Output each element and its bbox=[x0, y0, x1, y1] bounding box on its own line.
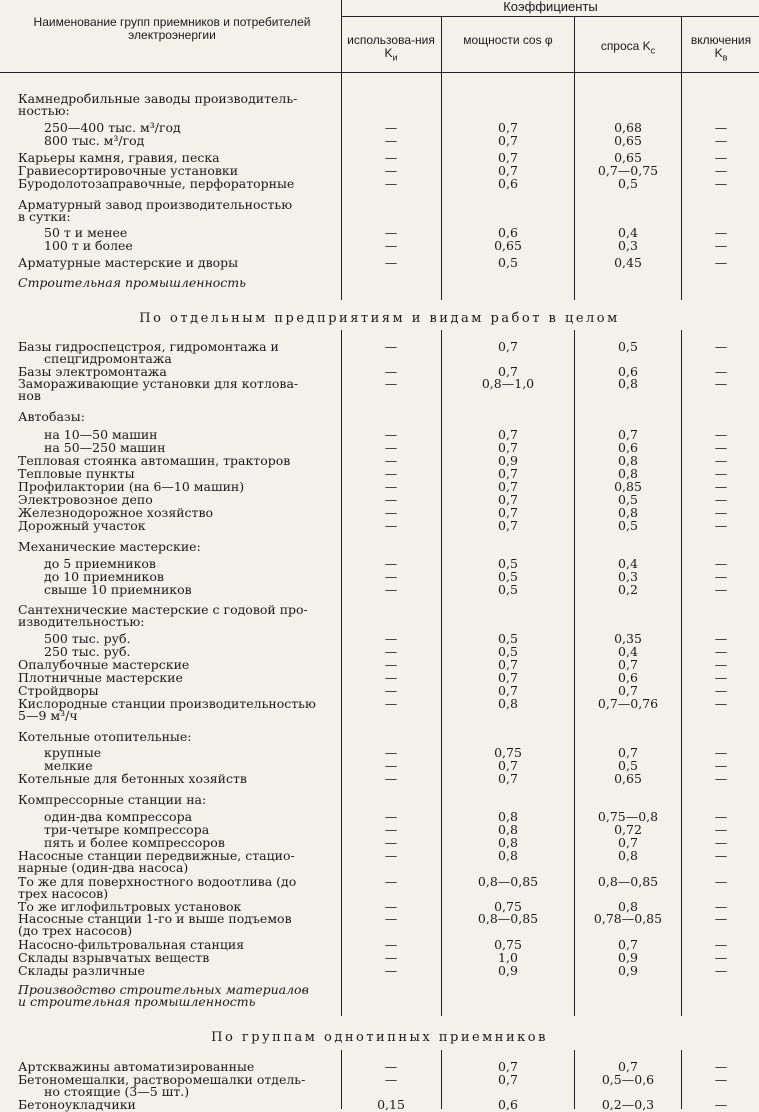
row-value-c3: 0,4 bbox=[618, 225, 638, 240]
row-value-c1: — bbox=[384, 518, 398, 533]
row-value-c4: — bbox=[714, 758, 728, 773]
table-row bbox=[0, 210, 759, 223]
row-value-c3: 0,65 bbox=[614, 150, 642, 165]
row-value-c3: 0,7 bbox=[618, 1059, 638, 1074]
row-value-c4: — bbox=[714, 556, 728, 571]
row-name: до 10 приемников bbox=[44, 569, 164, 584]
row-value-c1: — bbox=[384, 120, 398, 135]
header-col-usage bbox=[342, 34, 440, 64]
row-name: Механические мастерские: bbox=[18, 539, 201, 554]
row-value-c1: — bbox=[384, 505, 398, 520]
row-value-c3: 0,4 bbox=[618, 556, 638, 571]
row-value-c4: — bbox=[714, 696, 728, 711]
row-value-c2: 0,7 bbox=[498, 427, 518, 442]
row-name: пять и более компрессоров bbox=[44, 835, 225, 850]
row-value-c2: 0,7 bbox=[498, 479, 518, 494]
row-name: до 5 приемников bbox=[44, 556, 156, 571]
row-name: но стоящие (3—5 шт.) bbox=[44, 1084, 190, 1099]
row-value-c3: 0,78—0,85 bbox=[593, 911, 663, 926]
row-value-c1: — bbox=[384, 466, 398, 481]
row-value-c2: 0,8—0,85 bbox=[477, 874, 539, 889]
row-value-c2: 0,9 bbox=[498, 963, 518, 978]
table-row bbox=[0, 540, 759, 553]
row-value-c3: 0,9 bbox=[618, 950, 638, 965]
row-name: 250 тыс. руб. bbox=[44, 644, 131, 659]
row-name: изводительностью: bbox=[18, 614, 145, 629]
row-value-c1: — bbox=[384, 937, 398, 952]
row-name: 800 тыс. м³/год bbox=[44, 133, 145, 148]
row-value-c3: 0,72 bbox=[614, 822, 642, 837]
row-name: Базы электромонтажа bbox=[18, 364, 167, 379]
row-value-c2: 0,7 bbox=[498, 120, 518, 135]
row-value-c4: — bbox=[714, 518, 728, 533]
row-value-c2: 0,7 bbox=[498, 670, 518, 685]
row-value-c2: 0,8 bbox=[498, 822, 518, 837]
row-name: Карьеры камня, гравия, песка bbox=[18, 150, 220, 165]
row-value-c2: 0,7 bbox=[498, 758, 518, 773]
row-value-c1: — bbox=[384, 822, 398, 837]
row-value-c4: — bbox=[714, 492, 728, 507]
row-value-c2: 0,8—1,0 bbox=[481, 376, 535, 391]
row-name: Сантехнические мастерские с годовой про- bbox=[18, 602, 308, 617]
row-value-c2: 0,65 bbox=[494, 238, 522, 253]
table-row bbox=[0, 964, 759, 977]
row-value-c3: 0,8—0,85 bbox=[597, 874, 659, 889]
row-name: Арматурные мастерские и дворы bbox=[18, 255, 239, 270]
section-title-groups: По группам однотипных приемников bbox=[211, 1030, 548, 1045]
row-value-c2: 0,7 bbox=[498, 364, 518, 379]
row-value-c4: — bbox=[714, 440, 728, 455]
row-value-c4: — bbox=[714, 163, 728, 178]
row-value-c3: 0,5 bbox=[618, 758, 638, 773]
row-value-c1: — bbox=[384, 569, 398, 584]
row-value-c2: 0,5 bbox=[498, 255, 518, 270]
row-value-c3: 0,5 bbox=[618, 176, 638, 191]
row-value-c2: 0,5 bbox=[498, 631, 518, 646]
row-name: То же иглофильтровых установок bbox=[18, 899, 242, 914]
row-name: Бетономешалки, растворомешалки отдель- bbox=[18, 1072, 306, 1087]
row-name: Котельные для бетонных хозяйств bbox=[18, 771, 247, 786]
row-value-c3: 0,5—0,6 bbox=[601, 1072, 655, 1087]
row-value-c2: 0,6 bbox=[498, 225, 518, 240]
row-value-c1: — bbox=[384, 255, 398, 270]
row-value-c1: — bbox=[384, 339, 398, 354]
row-value-c3: 0,8 bbox=[618, 466, 638, 481]
row-name: 5—9 м³/ч bbox=[18, 708, 78, 723]
row-value-c1: — bbox=[384, 696, 398, 711]
row-value-c4: — bbox=[714, 822, 728, 837]
row-value-c2: 0,8 bbox=[498, 809, 518, 824]
row-name: нов bbox=[18, 388, 41, 403]
row-value-c4: — bbox=[714, 364, 728, 379]
row-value-c3: 0,2—0,3 bbox=[601, 1097, 655, 1112]
row-name: крупные bbox=[44, 745, 102, 760]
header-col-switch bbox=[683, 34, 759, 64]
row-value-c3: 0,7 bbox=[618, 835, 638, 850]
row-value-c4: — bbox=[714, 835, 728, 850]
table-row bbox=[0, 924, 759, 937]
row-value-c3: 0,7 bbox=[618, 937, 638, 952]
section-title-enterprises: По отдельным предприятиям и видам работ в целом bbox=[139, 311, 620, 326]
row-value-c2: 0,5 bbox=[498, 556, 518, 571]
row-value-c2: 0,7 bbox=[498, 492, 518, 507]
row-value-c3: 0,85 bbox=[614, 479, 642, 494]
header-name-col: Наименование групп приемников и потребителей электроэнергии bbox=[33, 15, 311, 42]
row-value-c3: 0,4 bbox=[618, 644, 638, 659]
row-name: Артскважины автоматизированные bbox=[18, 1059, 255, 1074]
row-value-c3: 0,65 bbox=[614, 771, 642, 786]
row-value-c4: — bbox=[714, 1059, 728, 1074]
row-value-c1: — bbox=[384, 809, 398, 824]
table-row bbox=[0, 134, 759, 147]
table-row bbox=[0, 746, 759, 759]
row-name: Замораживающие установки для котлова- bbox=[18, 376, 299, 391]
row-name: Кислородные станции производительностью bbox=[18, 696, 316, 711]
row-value-c1: — bbox=[384, 150, 398, 165]
row-value-c1: — bbox=[384, 848, 398, 863]
row-name: Электровозное депо bbox=[18, 492, 153, 507]
row-name: Плотничные мастерские bbox=[18, 670, 183, 685]
row-name: Профилактории (на 6—10 машин) bbox=[18, 479, 245, 494]
row-name: Автобазы: bbox=[18, 409, 85, 424]
row-value-c3: 0,5 bbox=[618, 518, 638, 533]
row-value-c4: — bbox=[714, 899, 728, 914]
col-rule-1 bbox=[341, 0, 342, 300]
row-name: Дорожный участок bbox=[18, 518, 146, 533]
row-value-c4: — bbox=[714, 569, 728, 584]
row-value-c3: 0,7—0,76 bbox=[597, 696, 659, 711]
row-value-c2: 0,5 bbox=[498, 569, 518, 584]
row-value-c2: 0,7 bbox=[498, 150, 518, 165]
row-value-c1: — bbox=[384, 427, 398, 442]
row-name: Бетоноукладчики bbox=[18, 1097, 136, 1112]
row-value-c3: 0,8 bbox=[618, 376, 638, 391]
row-name: и строительная промышленность bbox=[18, 994, 256, 1009]
row-name: Насосно-фильтровальная станция bbox=[18, 937, 245, 952]
row-value-c2: 0,7 bbox=[498, 683, 518, 698]
row-value-c2: 0,6 bbox=[498, 1097, 518, 1112]
row-name: на 50—250 машин bbox=[44, 440, 166, 455]
row-name: Строительная промышленность bbox=[18, 275, 246, 290]
row-value-c2: 0,7 bbox=[498, 466, 518, 481]
row-name: нарные (один-два насоса) bbox=[18, 860, 189, 875]
row-value-c1: — bbox=[384, 963, 398, 978]
row-value-c4: — bbox=[714, 683, 728, 698]
row-value-c2: 0,7 bbox=[498, 505, 518, 520]
row-value-c3: 0,5 bbox=[618, 339, 638, 354]
header-col-demand-sub: с bbox=[650, 45, 656, 56]
row-value-c1: — bbox=[384, 631, 398, 646]
row-name: 100 т и более bbox=[44, 238, 133, 253]
row-value-c1: — bbox=[384, 911, 398, 926]
row-name: 50 т и менее bbox=[44, 225, 128, 240]
row-value-c3: 0,7 bbox=[618, 657, 638, 672]
row-value-c3: 0,3 bbox=[618, 238, 638, 253]
row-value-c1: — bbox=[384, 899, 398, 914]
table-row bbox=[0, 772, 759, 785]
table-row bbox=[0, 995, 759, 1008]
row-value-c3: 0,6 bbox=[618, 364, 638, 379]
table-row bbox=[0, 583, 759, 596]
row-value-c3: 0,7 bbox=[618, 745, 638, 760]
table-row bbox=[0, 615, 759, 628]
header-col-usage-label: использова-ния K bbox=[347, 33, 435, 60]
row-name: Буродолотозаправочные, перфораторные bbox=[18, 176, 295, 191]
row-name: Тепловые пункты bbox=[18, 466, 135, 481]
row-value-c1: — bbox=[384, 745, 398, 760]
row-value-c1: — bbox=[384, 163, 398, 178]
table-row bbox=[0, 1098, 759, 1111]
row-value-c2: 0,75 bbox=[494, 745, 522, 760]
row-value-c1: — bbox=[384, 1072, 398, 1087]
row-value-c4: — bbox=[714, 1097, 728, 1112]
row-value-c1: — bbox=[384, 453, 398, 468]
row-name: на 10—50 машин bbox=[44, 427, 158, 442]
row-value-c2: 0,9 bbox=[498, 453, 518, 468]
row-value-c4: — bbox=[714, 582, 728, 597]
row-value-c4: — bbox=[714, 937, 728, 952]
table-row bbox=[0, 276, 759, 289]
table-row bbox=[0, 671, 759, 684]
row-name: 250—400 тыс. м³/год bbox=[44, 120, 181, 135]
table-row bbox=[0, 410, 759, 423]
row-value-c4: — bbox=[714, 150, 728, 165]
row-value-c1: — bbox=[384, 1059, 398, 1074]
row-value-c1: — bbox=[384, 874, 398, 889]
row-value-c3: 0,5 bbox=[618, 492, 638, 507]
table-row bbox=[0, 519, 759, 532]
row-value-c3: 0,8 bbox=[618, 848, 638, 863]
row-value-c2: 0,7 bbox=[498, 771, 518, 786]
row-value-c1: — bbox=[384, 556, 398, 571]
row-name: Гравиесортировочные установки bbox=[18, 163, 239, 178]
row-value-c2: 0,7 bbox=[498, 339, 518, 354]
row-value-c3: 0,7—0,75 bbox=[597, 163, 659, 178]
row-value-c4: — bbox=[714, 225, 728, 240]
table-row bbox=[0, 177, 759, 190]
row-value-c2: 0,8 bbox=[498, 848, 518, 863]
row-value-c3: 0,9 bbox=[618, 963, 638, 978]
row-name: мелкие bbox=[44, 758, 93, 773]
row-name: в сутки: bbox=[18, 209, 71, 224]
row-value-c3: 0,7 bbox=[618, 683, 638, 698]
row-value-c4: — bbox=[714, 376, 728, 391]
row-name: Тепловая стоянка автомашин, тракторов bbox=[18, 453, 291, 468]
row-value-c4: — bbox=[714, 657, 728, 672]
row-name: Арматурный завод производительностью bbox=[18, 197, 293, 212]
row-value-c3: 0,3 bbox=[618, 569, 638, 584]
row-value-c1: — bbox=[384, 364, 398, 379]
row-value-c4: — bbox=[714, 809, 728, 824]
row-value-c4: — bbox=[714, 911, 728, 926]
row-name: Железнодорожное хозяйство bbox=[18, 505, 214, 520]
header-bottom-rule bbox=[0, 72, 759, 73]
row-value-c4: — bbox=[714, 771, 728, 786]
row-value-c4: — bbox=[714, 466, 728, 481]
row-value-c1: — bbox=[384, 758, 398, 773]
row-value-c1: — bbox=[384, 133, 398, 148]
row-value-c1: — bbox=[384, 479, 398, 494]
row-value-c2: 0,6 bbox=[498, 176, 518, 191]
row-value-c3: 0,6 bbox=[618, 670, 638, 685]
header-col-demand-label: спроса K bbox=[600, 39, 651, 53]
row-value-c3: 0,65 bbox=[614, 133, 642, 148]
row-value-c4: — bbox=[714, 255, 728, 270]
row-value-c2: 0,7 bbox=[498, 440, 518, 455]
row-name: Насосные станции передвижные, стацио- bbox=[18, 848, 295, 863]
row-name: три-четыре компрессора bbox=[44, 822, 210, 837]
table-row bbox=[0, 389, 759, 402]
row-name: Компрессорные станции на: bbox=[18, 792, 207, 807]
row-value-c4: — bbox=[714, 950, 728, 965]
header-col-demand bbox=[576, 40, 680, 57]
row-value-c1: — bbox=[384, 835, 398, 850]
row-value-c2: 0,7 bbox=[498, 657, 518, 672]
row-value-c3: 0,8 bbox=[618, 899, 638, 914]
row-value-c1: — bbox=[384, 657, 398, 672]
row-name: свыше 10 приемников bbox=[44, 582, 192, 597]
row-value-c2: 0,75 bbox=[494, 937, 522, 952]
row-name: Стройдворы bbox=[18, 683, 99, 698]
row-value-c2: 0,75 bbox=[494, 899, 522, 914]
row-value-c3: 0,7 bbox=[618, 427, 638, 442]
row-name: Котельные отопительные: bbox=[18, 729, 192, 744]
row-name: спецгидромонтажа bbox=[44, 351, 172, 366]
row-value-c1: — bbox=[384, 683, 398, 698]
table-row bbox=[0, 256, 759, 269]
row-value-c1: — bbox=[384, 950, 398, 965]
row-value-c2: 1,0 bbox=[498, 950, 518, 965]
row-value-c2: 0,7 bbox=[498, 1072, 518, 1087]
row-value-c4: — bbox=[714, 427, 728, 442]
row-value-c3: 0,45 bbox=[614, 255, 642, 270]
row-name: Склады различные bbox=[18, 963, 145, 978]
row-value-c4: — bbox=[714, 479, 728, 494]
row-name: Производство строительных материалов bbox=[18, 982, 309, 997]
row-value-c1: — bbox=[384, 176, 398, 191]
table-row bbox=[0, 104, 759, 117]
row-name: Базы гидроспецстроя, гидромонтажа и bbox=[18, 339, 279, 354]
row-name: ностью: bbox=[18, 103, 70, 118]
row-value-c1: — bbox=[384, 225, 398, 240]
row-name: Опалубочные мастерские bbox=[18, 657, 190, 672]
row-value-c1: — bbox=[384, 440, 398, 455]
header-coef-rule bbox=[341, 16, 759, 17]
row-value-c1: — bbox=[384, 644, 398, 659]
row-value-c2: 0,7 bbox=[498, 133, 518, 148]
row-value-c4: — bbox=[714, 963, 728, 978]
row-value-c4: — bbox=[714, 176, 728, 191]
header-col-switch-sub: в bbox=[722, 52, 728, 63]
row-value-c2: 0,8 bbox=[498, 835, 518, 850]
row-value-c3: 0,68 bbox=[614, 120, 642, 135]
row-value-c4: — bbox=[714, 745, 728, 760]
table-row bbox=[0, 239, 759, 252]
row-value-c4: — bbox=[714, 238, 728, 253]
row-value-c2: 0,8—0,85 bbox=[477, 911, 539, 926]
row-value-c4: — bbox=[714, 339, 728, 354]
row-name: То же для поверхностного водоотлива (до bbox=[18, 874, 297, 889]
row-value-c3: 0,8 bbox=[618, 453, 638, 468]
row-value-c4: — bbox=[714, 505, 728, 520]
row-value-c4: — bbox=[714, 644, 728, 659]
row-value-c3: 0,35 bbox=[614, 631, 642, 646]
row-value-c1: — bbox=[384, 376, 398, 391]
table-row bbox=[0, 861, 759, 874]
header-coef-group: Коэффициенты bbox=[503, 0, 598, 14]
row-value-c1: 0,15 bbox=[377, 1097, 405, 1112]
row-value-c4: — bbox=[714, 120, 728, 135]
row-value-c2: 0,7 bbox=[498, 1059, 518, 1074]
row-value-c1: — bbox=[384, 582, 398, 597]
row-name: трех насосов) bbox=[18, 886, 109, 901]
row-value-c2: 0,7 bbox=[498, 518, 518, 533]
row-name: один-два компрессора bbox=[44, 809, 193, 824]
row-value-c4: — bbox=[714, 631, 728, 646]
row-value-c3: 0,6 bbox=[618, 440, 638, 455]
header-col-switch-label: включения K bbox=[690, 33, 752, 60]
row-value-c1: — bbox=[384, 492, 398, 507]
row-value-c1: — bbox=[384, 670, 398, 685]
row-value-c2: 0,8 bbox=[498, 696, 518, 711]
row-name: 500 тыс. руб. bbox=[44, 631, 131, 646]
row-value-c4: — bbox=[714, 874, 728, 889]
row-value-c2: 0,5 bbox=[498, 644, 518, 659]
row-value-c3: 0,75—0,8 bbox=[597, 809, 659, 824]
row-name: (до трех насосов) bbox=[18, 923, 133, 938]
row-value-c4: — bbox=[714, 670, 728, 685]
table-row bbox=[0, 793, 759, 806]
row-value-c3: 0,8 bbox=[618, 505, 638, 520]
row-value-c1: — bbox=[384, 238, 398, 253]
header-col-power: мощности cos φ bbox=[463, 33, 553, 47]
row-value-c4: — bbox=[714, 453, 728, 468]
row-value-c1: — bbox=[384, 771, 398, 786]
row-value-c2: 0,7 bbox=[498, 163, 518, 178]
table-row bbox=[0, 730, 759, 743]
row-value-c2: 0,5 bbox=[498, 582, 518, 597]
row-value-c4: — bbox=[714, 1072, 728, 1087]
header-col-usage-sub: и bbox=[392, 52, 398, 63]
row-value-c4: — bbox=[714, 848, 728, 863]
table-row bbox=[0, 709, 759, 722]
row-name: Камнедробильные заводы производитель- bbox=[18, 91, 298, 106]
row-value-c4: — bbox=[714, 133, 728, 148]
row-name: Склады взрывчатых веществ bbox=[18, 950, 210, 965]
row-value-c3: 0,2 bbox=[618, 582, 638, 597]
row-name: Насосные станции 1-го и выше подъемов bbox=[18, 911, 292, 926]
